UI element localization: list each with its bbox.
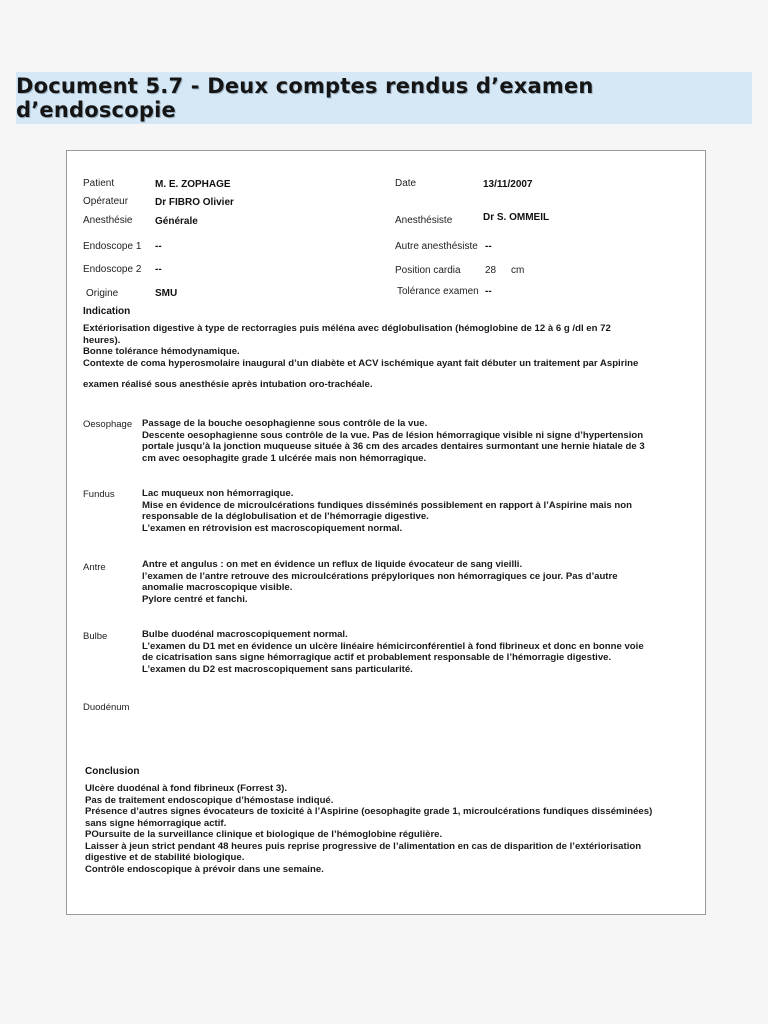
- conclusion-text: Ulcère duodénal à fond fibrineux (Forrest 3). Pas de traitement endoscopique d’hémostase indiqué. Présence d’autres signes évocateurs de toxicité à l’Aspirine (oesophagite grade 1, microulcérations fundiques disséminées) sans signe hémorragique actif. POursuite de la surveillance clinique et biologique de l’hémoglobine régulière. Laisser à jeun strict pendant 48 heures puis reprise progressive de l’alimentation en cas de disparition de l’extériorisation digestive et de stabilité biologique. Contrôle endoscopique à prévoir dans une semaine.: [85, 783, 653, 875]
- document-title: Document 5.7 - Deux comptes rendus d’examen d’endoscopie: [16, 74, 594, 122]
- date-value: 13/11/2007: [483, 179, 533, 190]
- date-label: Date: [395, 178, 417, 189]
- endoscope1-label: Endoscope 1: [83, 241, 142, 252]
- patient-value: M. E. ZOPHAGE: [155, 179, 231, 190]
- anesthetist-value: Dr S. OMMEIL: [483, 212, 550, 223]
- operator-value: Dr FIBRO Olivier: [155, 197, 234, 208]
- cardia-value: 28: [485, 265, 497, 276]
- oesophage-text: Passage de la bouche oesophagienne sous contrôle de la vue. Descente oesophagienne sous contrôle de la vue. Pas de lésion hémorragique visible ni signe d’hypertension portale jusqu’à la jonction muqueuse située à 36 cm des arcades dentaires surmontant une hernie hiatale de 3 cm avec oesophagite grade 1 ulcérée mais non hémorragique.: [142, 418, 645, 464]
- duodenum-label: Duodénum: [83, 702, 130, 713]
- bulbe-label: Bulbe: [83, 631, 108, 642]
- bulbe-text: Bulbe duodénal macroscopiquement normal. L’examen du D1 met en évidence un ulcère linéaire hémicirconférentiel à fond fibrineux et donc en bonne voie de cicatrisation sans signe hémorragique actif et probablement responsable de l’hémorragie digestive. L’examen du D2 est macroscopiquement sans particularité.: [142, 629, 644, 675]
- tolerance-value: --: [485, 286, 492, 297]
- operator-label: Opérateur: [83, 196, 129, 207]
- cardia-unit: cm: [511, 265, 525, 276]
- indication-note: examen réalisé sous anesthésie après intubation oro-trachéale.: [83, 379, 373, 390]
- other-anesthetist-label: Autre anesthésiste: [395, 241, 478, 252]
- tolerance-label: Tolérance examen: [397, 286, 479, 297]
- anesthesia-label: Anesthésie: [83, 215, 133, 226]
- patient-label: Patient: [83, 178, 115, 189]
- origin-value: SMU: [155, 288, 178, 299]
- origin-label: Origine: [86, 288, 119, 299]
- oesophage-label: Oesophage: [83, 419, 133, 430]
- fundus-label: Fundus: [83, 489, 115, 500]
- antre-text: Antre et angulus : on met en évidence un reflux de liquide évocateur de sang vieilli. l’examen de l’antre retrouve des microulcérations prépyloriques non hémorragiques ce jour. Pas d’autre anomalie macroscopique visible. Pylore centré et fanchi.: [142, 559, 618, 605]
- anesthetist-label: Anesthésiste: [395, 215, 453, 226]
- indication-text: Extériorisation digestive à type de rectorragies puis méléna avec déglobulisation (hémoglobine de 12 à 6 g /dl en 72 heures). Bonne tolérance hémodynamique. Contexte de coma hyperosmolaire inaugural d’un diabète et ACV ischémique ayant fait débuter un traitement par Aspirine: [83, 323, 639, 369]
- endoscope2-label: Endoscope 2: [83, 264, 142, 275]
- endoscope1-value: --: [155, 241, 162, 252]
- anesthesia-value: Générale: [155, 216, 198, 227]
- document-banner: [16, 72, 752, 124]
- conclusion-label: Conclusion: [85, 766, 140, 777]
- indication-label: Indication: [83, 306, 131, 317]
- fundus-text: Lac muqueux non hémorragique. Mise en évidence de microulcérations fundiques disséminés possiblement en rapport à l’Aspirine mais non responsable de la déglobulisation et de l’hémorragie digestive. L’examen en rétrovision est macroscopiquement normal.: [142, 488, 632, 534]
- endoscopy-report: [66, 150, 706, 915]
- cardia-label: Position cardia: [395, 265, 461, 276]
- antre-label: Antre: [83, 562, 106, 573]
- endoscope2-value: --: [155, 264, 162, 275]
- other-anesthetist-value: --: [485, 241, 492, 252]
